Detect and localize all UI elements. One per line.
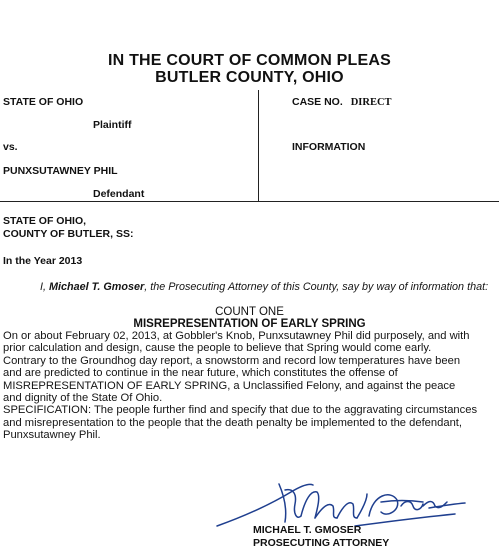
case-number-label: CASE NO.	[292, 96, 343, 108]
count-line: SPECIFICATION: The people further find and specify that due to the aggravating circumstances	[3, 404, 478, 417]
signer-name: MICHAEL T. GMOSER	[253, 524, 362, 536]
court-county: BUTLER COUNTY, OHIO	[155, 69, 344, 86]
document-type: INFORMATION	[292, 141, 366, 153]
caption-divider-vertical	[258, 90, 259, 202]
year-line: In the Year 2013	[3, 255, 83, 267]
count-title: MISREPRESENTATION OF EARLY SPRING	[133, 318, 366, 330]
count-line: MISREPRESENTATION OF EARLY SPRING, a Unclassified Felony, and against the peace	[3, 379, 456, 392]
count-heading: COUNT ONE	[215, 306, 284, 318]
prosecutor-name: Michael T. Gmoser	[49, 281, 145, 293]
case-number-value: DIRECT	[350, 97, 392, 108]
intro-statement	[40, 281, 488, 293]
intro-prefix: I,	[40, 281, 49, 293]
count-body	[3, 330, 477, 442]
signer-title: PROSECUTING ATTORNEY	[253, 537, 390, 549]
defendant-name: PUNXSUTAWNEY PHIL	[3, 165, 118, 177]
case-number	[292, 96, 392, 108]
venue-county: COUNTY OF BUTLER, SS:	[3, 228, 134, 240]
plaintiff-name: STATE OF OHIO	[3, 96, 84, 108]
caption-divider-horizontal	[0, 201, 499, 202]
defendant-role: Defendant	[93, 188, 145, 200]
count-line: and are predicted to continue in the near future, which constitutes the offense of	[3, 367, 398, 380]
versus-label: vs.	[3, 141, 18, 153]
count-line: Punxsutawney Phil.	[3, 429, 101, 442]
count-line: Contrary to the Groundhog day report, a snowstorm and record low temperatures have been	[3, 354, 461, 367]
count-line: and misrepresentation to the people that the death penalty be implemented to the defendant,	[3, 416, 463, 429]
count-line: On or about February 02, 2013, at Gobbler's Knob, Punxsutawney Phil did purposely, and with	[3, 330, 470, 342]
count-line: prior calculation and design, cause the people to believe that Spring would come early.	[3, 342, 432, 355]
intro-rest: , the Prosecuting Attorney of this County, say by way of information that:	[144, 281, 489, 293]
plaintiff-role: Plaintiff	[93, 119, 132, 131]
venue-state: STATE OF OHIO,	[3, 215, 87, 227]
count-line: and dignity of the State Of Ohio.	[3, 392, 163, 405]
court-name: IN THE COURT OF COMMON PLEAS	[108, 52, 391, 69]
